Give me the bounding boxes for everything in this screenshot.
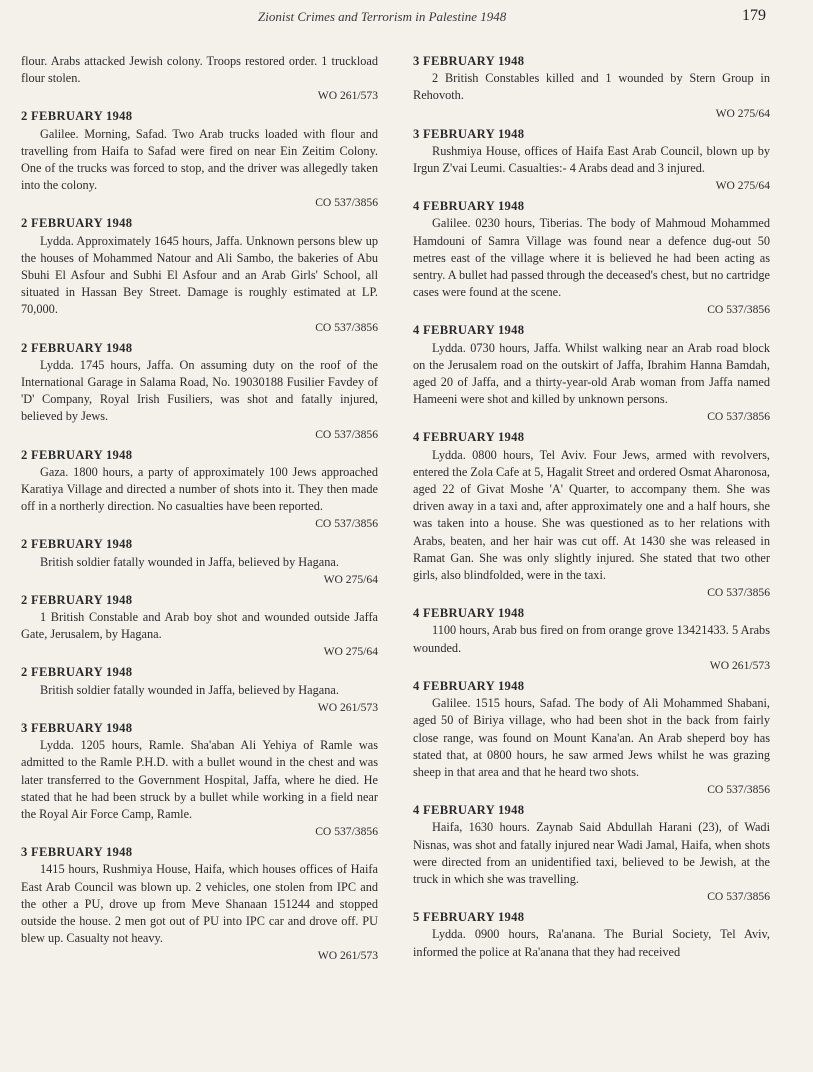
entry-date: 3 FEBRUARY 1948: [413, 54, 525, 68]
entry-text: Galilee. Morning, Safad. Two Arab trucks loaded with flour and travelling from Haifa to Safad were fired on near Ein Zeitim Colony. One of the trucks was forced to stop, and the driver was allegedly taken into the colony.: [21, 126, 378, 193]
entry-text: 2 British Constables killed and 1 wounded by Stern Group in Rehovoth.: [413, 71, 770, 103]
entry-date: 2 FEBRUARY 1948: [21, 340, 133, 355]
diary-entry: [413, 429, 770, 601]
entry-date: 3 FEBRUARY 1948: [21, 845, 133, 860]
right-column: [413, 53, 770, 965]
entry-text: Rushmiya House, offices of Haifa East Arab Council, blown up by Irgun Z'vai Leumi. Casualties:- 4 Arabs dead and 3 injured.: [413, 143, 770, 176]
entry-text: British soldier fatally wounded in Jaffa, believed by Hagana.: [40, 554, 339, 569]
entry-date: 2 FEBRUARY 1948: [21, 592, 133, 607]
source-reference: WO 275/64: [323, 572, 378, 586]
entry-text: Gaza. 1800 hours, a party of approximately 100 Jews approached Karatiya Village and directed a number of shots into it. They then made off in a northerly direction. No casualties have been reported.: [21, 464, 378, 514]
source-reference: CO 537/3856: [707, 890, 770, 904]
entry-text: Lydda. Approximately 1645 hours, Jaffa. Unknown persons blew up the houses of Mohammed Natour and Ali Sambo, the bakeries of Abu Sbuhi El Asfour and Subhi El Asfour and an Arab Girls' School, all situated in Hassan Bey Street. Damage is roughly estimated at LP. 70,000.: [21, 233, 378, 317]
entry-date: 2 FEBRUARY 1948: [21, 447, 133, 462]
diary-entry: [21, 720, 378, 840]
source-reference: WO 261/573: [317, 89, 378, 103]
entry-date: 3 FEBRUARY 1948: [21, 720, 133, 735]
entry-date: 4 FEBRUARY 1948: [413, 678, 525, 693]
entry-text: Lydda. 0730 hours, Jaffa. Whilst walking near an Arab road block on the Jerusalem road on the outskirt of Jaffa, Ibrahim Hanna Bamdah, aged 20 of Jaffa, and a thirty-year-old Arab woman from Jaffa named Hameeni were shot and killed by unknown persons.: [413, 340, 770, 407]
entry-text: 1100 hours, Arab bus fired on from orange grove 13421433. 5 Arabs wounded.: [413, 623, 770, 655]
diary-entry: [21, 447, 378, 533]
source-reference: CO 537/3856: [315, 427, 378, 441]
source-reference: WO 275/64: [715, 106, 770, 120]
entry-text: Haifa, 1630 hours. Zaynab Said Abdullah Harani (23), of Wadi Nisnas, was shot and fatally injured near Wadi Jamal, Haifa, when shots were directed from an unidentified taxi, believed to be Jewish, at the truck in which she was travelling.: [413, 820, 770, 886]
source-reference: CO 537/3856: [707, 586, 770, 600]
diary-entry: [413, 605, 770, 674]
entry-date: 2 FEBRUARY 1948: [21, 109, 133, 124]
page-header: [0, 8, 813, 28]
diary-entry: [413, 678, 770, 798]
source-reference: CO 537/3856: [707, 783, 770, 797]
entry-text: 1415 hours, Rushmiya House, Haifa, which houses offices of Haifa East Arab Council was blown up. 2 vehicles, one stolen from IPC and the other a PU, drove up from Meve Shanaan 151244 and stopped outside the house. 2 men got out of PU into IPC car and drove off. PU blew up. Casualty not heavy.: [21, 862, 378, 946]
entry-text: 1 British Constable and Arab boy shot and wounded outside Jaffa Gate, Jerusalem, by Hagana.: [21, 610, 378, 642]
entry-date: 4 FEBRUARY 1948: [413, 606, 525, 621]
diary-entry: [21, 215, 378, 335]
source-reference: CO 537/3856: [315, 320, 378, 334]
running-title: Zionist Crimes and Terrorism in Palestine 1948: [258, 9, 507, 24]
entry-text: Galilee. 1515 hours, Safad. The body of Ali Mohammed Shabani, aged 50 of Biriya village, who had been shot in the back from fairly close range, was found on Mount Kana'an. An Arab sheperd boy has stated that, at 0800 hours, he saw armed Jews whilst he was grazing sheep in that area and that he heard two shots.: [413, 696, 770, 779]
diary-entry: [413, 909, 770, 961]
diary-entry: [21, 108, 378, 211]
source-reference: CO 537/3856: [707, 303, 770, 317]
entry-date: 3 FEBRUARY 1948: [413, 126, 525, 141]
source-reference: WO 261/573: [317, 949, 378, 963]
diary-entry: [413, 802, 770, 905]
diary-entry: [21, 844, 378, 964]
entry-date: 4 FEBRUARY 1948: [413, 430, 525, 445]
source-reference: CO 537/3856: [315, 517, 378, 531]
entry-date: 4 FEBRUARY 1948: [413, 199, 525, 214]
source-reference: WO 261/573: [317, 700, 378, 714]
source-reference: WO 275/64: [323, 645, 378, 659]
source-reference: CO 537/3856: [315, 196, 378, 210]
entry-text: Lydda. 0900 hours, Ra'anana. The Burial Society, Tel Aviv, informed the police at Ra'anana that they had received: [413, 927, 770, 959]
source-reference: WO 261/573: [709, 658, 770, 672]
entry-date: 2 FEBRUARY 1948: [21, 665, 133, 680]
entry-date: 4 FEBRUARY 1948: [413, 803, 525, 818]
entry-text: Lydda. 0800 hours, Tel Aviv. Four Jews, armed with revolvers, entered the Zola Cafe at 5, Hagalit Street and ordered Osmat Aharonosa, aged 22 of Givat Moshe 'A' Quarter, to accompany them. She was driven away in a taxi and, after approximately one and a half hours, she was taken into a house. She was questioned as to her relations with Arabs, beaten, and her hair was cut off. At 1430 she was released in Ramat Gan. She was only slightly injured. She stated that two other girls, also blindfolded, were in the taxi.: [413, 447, 770, 583]
diary-entry: [413, 322, 770, 425]
entry-date: 4 FEBRUARY 1948: [413, 323, 525, 338]
entry-text: Galilee. 0230 hours, Tiberias. The body of Mahmoud Mohammed Hamdouni of Samra Village was found near a defence dug-out 50 metres east of the village where it is believed he had been acting as sentry. A bullet had passed through the deceased's chest, but no cartridge cases were found at the scene.: [413, 216, 770, 300]
page-number: 179: [742, 7, 766, 24]
entry-text: Lydda. 1205 hours, Ramle. Sha'aban Ali Yehiya of Ramle was admitted to the Ramle P.H.D. with a bullet wound in the chest and was later transferred to the Government Hospital, Jaffa, where he died. He stated that he had been struck by a bullet while working in a field near the Royal Air Force Camp, Ramle.: [21, 738, 378, 821]
entry-text: Lydda. 1745 hours, Jaffa. On assuming duty on the roof of the International Garage in Salama Road, No. 19030188 Fusilier Favdey of 'D' Company, Royal Irish Fusiliers, was shot and fatally injured, believed by Jews.: [21, 357, 378, 424]
diary-entry: [21, 664, 378, 715]
diary-entry: [413, 53, 770, 122]
left-column: [21, 53, 378, 968]
entry-date: 2 FEBRUARY 1948: [21, 216, 133, 231]
diary-entry: [21, 340, 378, 443]
source-reference: CO 537/3856: [707, 410, 770, 424]
entry-date: 5 FEBRUARY 1948: [413, 910, 525, 925]
diary-entry: [413, 198, 770, 318]
diary-entry: [21, 592, 378, 661]
diary-entry: [413, 126, 770, 195]
source-reference: WO 275/64: [715, 179, 770, 193]
entry-text: flour. Arabs attacked Jewish colony. Troops restored order. 1 truckload flour stolen.: [21, 54, 378, 86]
diary-entry: [21, 53, 378, 104]
entry-date: 2 FEBRUARY 1948: [21, 537, 133, 552]
source-reference: CO 537/3856: [315, 825, 378, 839]
entry-text: British soldier fatally wounded in Jaffa, believed by Hagana.: [40, 682, 339, 697]
diary-entry: [21, 536, 378, 587]
